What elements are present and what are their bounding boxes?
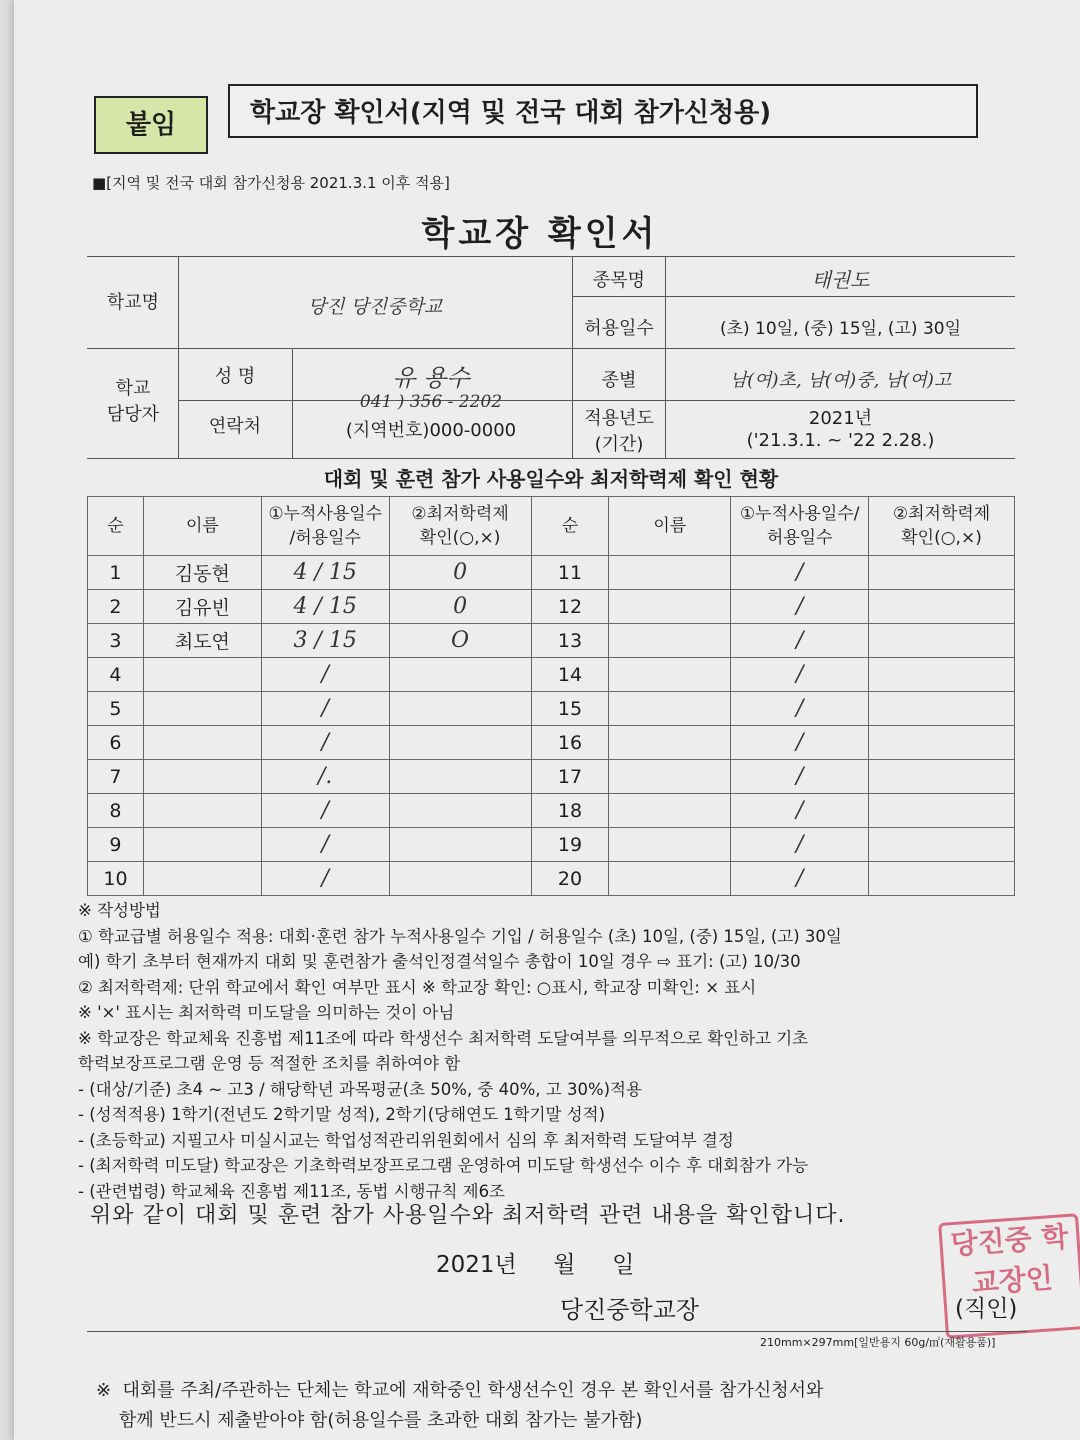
row-name	[609, 726, 731, 760]
allowed-days-value: (초) 10일, (중) 15일, (고) 30일	[719, 319, 962, 339]
row-no: 9	[88, 828, 144, 862]
row-no: 11	[531, 556, 609, 590]
row-days: /	[731, 726, 869, 760]
school-label: 학교명	[106, 292, 160, 313]
row-no: 8	[88, 794, 144, 828]
contact-person-label-1: 학교	[115, 378, 151, 399]
row-academic-check	[389, 658, 531, 692]
sport-label: 종목명	[592, 270, 646, 291]
row-name	[143, 828, 261, 862]
contact-person-label-2: 담당자	[106, 404, 160, 425]
note-line: 학력보장프로그램 운영 등 적절한 조치를 취하여야 함	[78, 1054, 461, 1073]
row-no: 6	[88, 726, 144, 760]
principal-title: 당진중학교장	[560, 1296, 700, 1324]
table-row	[88, 556, 1015, 590]
note-line: - (관련법령) 학교체육 진흥법 제11조, 동법 시행규칙 제6조	[78, 1181, 505, 1201]
row-name: 최도연	[143, 624, 261, 658]
table-row	[88, 760, 1015, 794]
footer-divider	[87, 1331, 1027, 1332]
row-no: 19	[531, 828, 609, 862]
participation-table	[87, 496, 1015, 896]
note-line: ※ 학교장은 학교체육 진흥법 제11조에 따라 학생선수 최저학력 도달여부를 의무적으로 확인하고 기초	[78, 1028, 809, 1048]
info-category-divider	[572, 400, 1015, 401]
row-name	[609, 556, 731, 590]
row-academic-check: 0	[389, 556, 531, 590]
document-box-title: 학교장 확인서(지역 및 전국 대회 참가신청용)	[228, 84, 978, 138]
row-name	[609, 794, 731, 828]
row-name	[143, 692, 261, 726]
table-row	[88, 692, 1015, 726]
row-days: /	[731, 794, 869, 828]
row-academic-check	[869, 624, 1015, 658]
table-row	[88, 828, 1015, 862]
header-days-right: ①누적사용일수/ 허용일수	[731, 497, 869, 556]
row-name	[143, 760, 261, 794]
row-days: /	[261, 862, 389, 896]
row-academic-check	[869, 556, 1015, 590]
table-row	[88, 590, 1015, 624]
header-days: ①누적사용일수 /허용일수	[261, 497, 389, 556]
row-no: 18	[531, 794, 609, 828]
row-academic-check	[869, 658, 1015, 692]
info-vline-1	[178, 256, 179, 458]
row-days: 4 / 15	[261, 590, 389, 624]
row-academic-check	[389, 760, 531, 794]
category-value: 남(여)초, 남(여)중, 남(여)고	[729, 370, 952, 391]
year-value: 2021년	[808, 408, 873, 429]
note-line: - (초등학교) 지필고사 미실시교는 학업성적관리위원회에서 심의 후 최저학력 도달여부 결정	[78, 1130, 734, 1150]
row-academic-check	[389, 862, 531, 896]
row-name	[609, 624, 731, 658]
row-academic-check	[389, 726, 531, 760]
table-row	[88, 658, 1015, 692]
note-line: ① 학교급별 허용일수 적용: 대회·훈련 참가 누적사용일수 기입 / 허용일수 (초) 10일, (중) 15일, (고) 30일	[78, 926, 842, 946]
table-header-row	[88, 497, 1015, 556]
row-days: /	[731, 692, 869, 726]
table-row	[88, 862, 1015, 896]
info-top-border	[87, 256, 1015, 257]
allowed-days-label: 허용일수	[584, 318, 654, 339]
row-academic-check	[389, 794, 531, 828]
info-row-divider	[87, 348, 1015, 349]
row-name	[609, 862, 731, 896]
contact-template: (지역번호)000-0000	[345, 420, 517, 441]
row-name	[143, 726, 261, 760]
info-vline-2	[292, 348, 293, 458]
row-no: 16	[531, 726, 609, 760]
name-value: 유 용수	[392, 364, 470, 392]
year-label-2: (기간)	[594, 434, 644, 455]
row-days: /	[261, 726, 389, 760]
row-name: 김유빈	[143, 590, 261, 624]
row-name	[609, 658, 731, 692]
row-days: /	[731, 828, 869, 862]
row-days: /	[261, 658, 389, 692]
row-name	[609, 828, 731, 862]
sport-value: 태권도	[811, 268, 870, 292]
row-no: 12	[531, 590, 609, 624]
row-name	[609, 760, 731, 794]
row-no: 17	[531, 760, 609, 794]
table-title: 대회 및 훈련 참가 사용일수와 최저학력제 확인 현황	[323, 467, 779, 491]
row-no: 4	[88, 658, 144, 692]
year-label-1: 적용년도	[584, 408, 654, 429]
row-academic-check	[869, 828, 1015, 862]
header-name-right: 이름	[609, 497, 731, 556]
attachment-badge: 붙임	[94, 96, 208, 154]
row-days: /	[731, 862, 869, 896]
row-academic-check	[869, 692, 1015, 726]
header-no-right: 순	[531, 497, 609, 556]
info-vline-3	[572, 256, 573, 458]
row-academic-check	[869, 794, 1015, 828]
row-days: /	[731, 590, 869, 624]
row-academic-check: 0	[389, 590, 531, 624]
seal-label: (직인)	[955, 1296, 1018, 1322]
note-line: ※ '×' 표시는 최저학력 미도달을 의미하는 것이 아님	[78, 1003, 455, 1022]
footer-note	[96, 1376, 1056, 1436]
row-academic-check	[869, 726, 1015, 760]
footer-line: ※ 대회를 주최/주관하는 단체는 학교에 재학중인 학생선수인 경우 본 확인서를 참가신청서와	[96, 1380, 824, 1401]
note-line: - (성적적용) 1학기(전년도 2학기말 성적), 2학기(당해연도 1학기말 성적)	[78, 1105, 606, 1124]
note-line: 예) 학기 초부터 현재까지 대회 및 훈련참가 출석인정결석일수 총합이 10일 경우 ⇨ 표기: (고) 10/30	[78, 952, 801, 971]
row-name	[143, 794, 261, 828]
contact-label: 연락처	[208, 416, 262, 437]
note-line: ※ 작성방법	[78, 901, 161, 920]
row-no: 2	[88, 590, 144, 624]
row-days: 3 / 15	[261, 624, 389, 658]
table-row	[88, 794, 1015, 828]
paper-spec: 210mm×297mm[일반용지 60g/㎡(재활용품)]	[760, 1336, 996, 1349]
header-no: 순	[88, 497, 144, 556]
table-row	[88, 726, 1015, 760]
row-days: /	[261, 692, 389, 726]
row-academic-check: O	[389, 624, 531, 658]
info-bottom-border	[87, 458, 1015, 459]
row-academic-check	[869, 760, 1015, 794]
contact-value: 041 ) 356 - 2202	[359, 392, 503, 412]
header-academic: ②최저학력제 확인(○,×)	[389, 497, 531, 556]
row-no: 14	[531, 658, 609, 692]
row-name: 김동현	[143, 556, 261, 590]
row-academic-check	[869, 862, 1015, 896]
row-academic-check	[389, 692, 531, 726]
info-vline-4	[665, 256, 666, 458]
row-days: /	[731, 556, 869, 590]
row-days: 4 / 15	[261, 556, 389, 590]
table-row	[88, 624, 1015, 658]
confirmation-statement: 위와 같이 대회 및 훈련 참가 사용일수와 최저학력 관련 내용을 확인합니다.	[90, 1203, 846, 1228]
row-name	[143, 658, 261, 692]
info-sport-divider	[572, 296, 1015, 297]
row-days: /	[261, 794, 389, 828]
category-label: 종별	[601, 370, 637, 391]
note-line: - (최저학력 미도달) 학교장은 기초학력보장프로그램 운영하여 미도달 학생선수 이수 후 대회참가 가능	[78, 1156, 809, 1175]
school-value: 당진 당진중학교	[307, 296, 443, 318]
name-label: 성 명	[214, 366, 256, 387]
row-no: 5	[88, 692, 144, 726]
row-name	[609, 590, 731, 624]
row-days: /	[731, 658, 869, 692]
row-no: 10	[88, 862, 144, 896]
school-seal-stamp: 당진중 학교장인	[938, 1213, 1080, 1338]
signature-date: 2021년 월 일	[436, 1252, 635, 1278]
row-days: /.	[261, 760, 389, 794]
row-no: 20	[531, 862, 609, 896]
row-no: 7	[88, 760, 144, 794]
row-name	[143, 862, 261, 896]
note-line: - (대상/기준) 초4 ~ 고3 / 해당학년 과목평균(초 50%, 중 40%, 고 30%)적용	[78, 1079, 642, 1099]
row-no: 3	[88, 624, 144, 658]
applicability-note: ■[지역 및 전국 대회 참가신청용 2021.3.1 이후 적용]	[92, 174, 450, 192]
row-days: /	[731, 760, 869, 794]
note-line: ② 최저학력제: 단위 학교에서 확인 여부만 표시 ※ 학교장 확인: ○표시, 학교장 미확인: × 표시	[78, 977, 757, 997]
row-days: /	[261, 828, 389, 862]
row-no: 13	[531, 624, 609, 658]
page-title: 학교장 확인서	[421, 214, 659, 254]
row-academic-check	[389, 828, 531, 862]
row-no: 1	[88, 556, 144, 590]
header-academic-right: ②최저학력제 확인(○,×)	[869, 497, 1015, 556]
row-no: 15	[531, 692, 609, 726]
row-academic-check	[869, 590, 1015, 624]
year-period: ('21.3.1. ~ '22 2.28.)	[746, 430, 935, 451]
footer-line: 함께 반드시 제출받아야 함(허용일수를 초과한 대회 참가는 불가함)	[96, 1410, 643, 1431]
row-name	[609, 692, 731, 726]
instructions	[78, 898, 1058, 1204]
header-name: 이름	[143, 497, 261, 556]
row-days: /	[731, 624, 869, 658]
